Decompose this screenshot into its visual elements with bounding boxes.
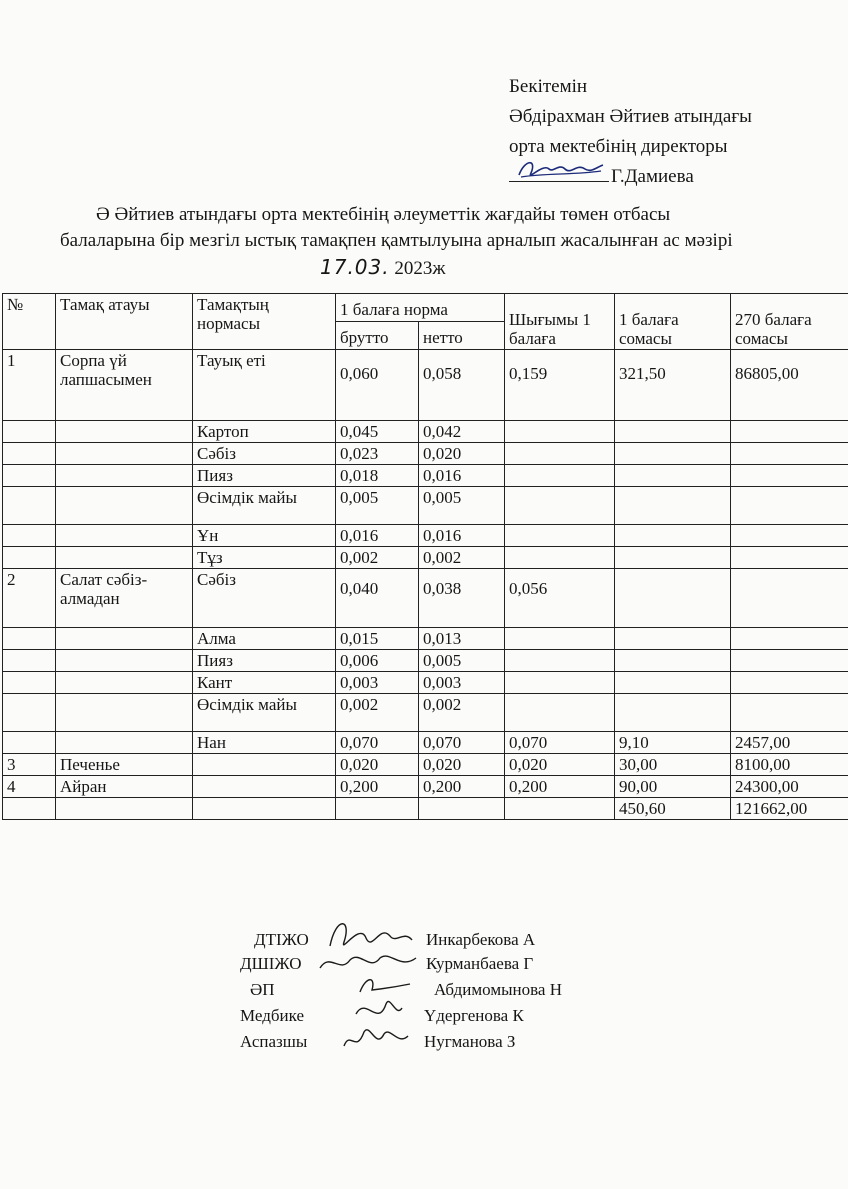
cell-sum-270 bbox=[731, 525, 848, 547]
cell-food bbox=[56, 672, 193, 694]
cell-no bbox=[3, 421, 56, 443]
table-row bbox=[3, 776, 848, 798]
cell-consumption bbox=[505, 798, 615, 820]
cell-sum-270 bbox=[731, 569, 848, 628]
cell-sum-per-child bbox=[615, 694, 731, 732]
cell-ingredient: Өсімдік майы bbox=[193, 487, 336, 525]
cell-netto: 0,002 bbox=[419, 547, 505, 569]
cell-consumption bbox=[505, 421, 615, 443]
cell-brutto: 0,006 bbox=[336, 650, 419, 672]
cell-brutto: 0,018 bbox=[336, 465, 419, 487]
cell-no bbox=[3, 443, 56, 465]
cell-brutto: 0,060 bbox=[336, 350, 419, 421]
signature-name: Нугманова З bbox=[424, 1032, 516, 1051]
cell-brutto: 0,023 bbox=[336, 443, 419, 465]
cell-food: Салат сәбіз-алмадан bbox=[56, 569, 193, 628]
cell-sum-270 bbox=[731, 694, 848, 732]
cell-netto: 0,002 bbox=[419, 694, 505, 732]
table-row bbox=[3, 350, 848, 421]
table-row bbox=[3, 421, 848, 443]
cell-sum-270: 8100,00 bbox=[731, 754, 848, 776]
cell-food bbox=[56, 487, 193, 525]
cell-brutto: 0,200 bbox=[336, 776, 419, 798]
cell-no: 2 bbox=[3, 569, 56, 628]
cell-consumption: 0,200 bbox=[505, 776, 615, 798]
cell-sum-270: 121662,00 bbox=[731, 798, 848, 820]
table-row bbox=[3, 732, 848, 754]
cell-food: Айран bbox=[56, 776, 193, 798]
table-row bbox=[3, 525, 848, 547]
cell-netto: 0,020 bbox=[419, 443, 505, 465]
cell-consumption: 0,020 bbox=[505, 754, 615, 776]
cell-sum-270 bbox=[731, 650, 848, 672]
signature-role: ӘП bbox=[250, 980, 275, 999]
cell-consumption bbox=[505, 443, 615, 465]
cell-netto: 0,058 bbox=[419, 350, 505, 421]
signature-row bbox=[240, 1032, 600, 1058]
cell-sum-per-child: 9,10 bbox=[615, 732, 731, 754]
approval-title: Бекітемін bbox=[509, 76, 588, 97]
header-row bbox=[3, 294, 848, 322]
cell-ingredient: Кант bbox=[193, 672, 336, 694]
table-row bbox=[3, 694, 848, 732]
cell-consumption bbox=[505, 694, 615, 732]
cell-no: 1 bbox=[3, 350, 56, 421]
cell-sum-per-child: 30,00 bbox=[615, 754, 731, 776]
cell-ingredient: Өсімдік майы bbox=[193, 694, 336, 732]
signature-name: Абдимомынова Н bbox=[434, 980, 562, 999]
table-row bbox=[3, 754, 848, 776]
signature-name: Инкарбекова А bbox=[426, 930, 536, 949]
cell-no bbox=[3, 525, 56, 547]
cell-brutto: 0,002 bbox=[336, 694, 419, 732]
cell-sum-per-child bbox=[615, 487, 731, 525]
cell-ingredient: Алма bbox=[193, 628, 336, 650]
approval-signature-line bbox=[509, 162, 752, 192]
cell-netto: 0,038 bbox=[419, 569, 505, 628]
cell-no bbox=[3, 732, 56, 754]
cell-no bbox=[3, 694, 56, 732]
cell-food bbox=[56, 650, 193, 672]
signature-name: Үдергенова К bbox=[424, 1006, 524, 1025]
cell-netto: 0,003 bbox=[419, 672, 505, 694]
approval-signer: Г.Дамиева bbox=[611, 166, 694, 187]
table-row bbox=[3, 547, 848, 569]
cell-no bbox=[3, 672, 56, 694]
cell-netto: 0,070 bbox=[419, 732, 505, 754]
cell-sum-270 bbox=[731, 443, 848, 465]
signature-name: Курманбаева Г bbox=[426, 954, 534, 973]
cell-brutto: 0,016 bbox=[336, 525, 419, 547]
cell-ingredient bbox=[193, 798, 336, 820]
table-row bbox=[3, 650, 848, 672]
cell-sum-per-child bbox=[615, 421, 731, 443]
cell-netto: 0,013 bbox=[419, 628, 505, 650]
cell-brutto: 0,020 bbox=[336, 754, 419, 776]
cell-brutto: 0,040 bbox=[336, 569, 419, 628]
cell-sum-per-child bbox=[615, 628, 731, 650]
table-row bbox=[3, 487, 848, 525]
cell-brutto: 0,003 bbox=[336, 672, 419, 694]
table-row bbox=[3, 798, 848, 820]
cell-no: 4 bbox=[3, 776, 56, 798]
cell-food bbox=[56, 694, 193, 732]
cell-sum-270 bbox=[731, 421, 848, 443]
cell-sum-270 bbox=[731, 465, 848, 487]
cell-ingredient: Пияз bbox=[193, 650, 336, 672]
date-year: 2023ж bbox=[394, 258, 446, 279]
cell-consumption bbox=[505, 650, 615, 672]
header-sum-270: 270 балаға сомасы bbox=[731, 294, 848, 350]
signature-role: ДШІЖО bbox=[240, 954, 302, 973]
cell-ingredient: Сәбіз bbox=[193, 569, 336, 628]
cell-consumption bbox=[505, 628, 615, 650]
cell-ingredient: Сәбіз bbox=[193, 443, 336, 465]
header-no: № bbox=[3, 294, 56, 350]
signature-role: Медбике bbox=[240, 1006, 304, 1025]
cell-food bbox=[56, 465, 193, 487]
cell-consumption: 0,159 bbox=[505, 350, 615, 421]
cell-ingredient: Тұз bbox=[193, 547, 336, 569]
cell-netto: 0,016 bbox=[419, 465, 505, 487]
cell-consumption: 0,070 bbox=[505, 732, 615, 754]
cell-netto: 0,016 bbox=[419, 525, 505, 547]
cell-sum-per-child: 90,00 bbox=[615, 776, 731, 798]
cell-ingredient: Картоп bbox=[193, 421, 336, 443]
cell-ingredient: Нан bbox=[193, 732, 336, 754]
cell-sum-270 bbox=[731, 547, 848, 569]
cell-sum-per-child bbox=[615, 465, 731, 487]
cell-brutto: 0,002 bbox=[336, 547, 419, 569]
cell-sum-270 bbox=[731, 672, 848, 694]
header-brutto: брутто bbox=[336, 322, 419, 350]
heading-line-1: Ә Әйтиев атындағы орта мектебінің әлеуметтік жағдайы төмен отбасы bbox=[96, 204, 671, 225]
cell-food bbox=[56, 525, 193, 547]
approval-school: Әбдірахман Әйтиев атындағы bbox=[509, 106, 752, 127]
cell-sum-270: 24300,00 bbox=[731, 776, 848, 798]
cell-food bbox=[56, 547, 193, 569]
header-norm-per-child: 1 балаға норма bbox=[336, 294, 505, 322]
cell-ingredient: Пияз bbox=[193, 465, 336, 487]
cell-food: Печенье bbox=[56, 754, 193, 776]
document-heading bbox=[60, 202, 848, 282]
cell-ingredient bbox=[193, 776, 336, 798]
cell-sum-270 bbox=[731, 487, 848, 525]
cell-food bbox=[56, 628, 193, 650]
approval-block bbox=[509, 72, 752, 192]
signature-role: Аспазшы bbox=[240, 1032, 308, 1051]
cell-no bbox=[3, 650, 56, 672]
cell-sum-per-child bbox=[615, 443, 731, 465]
cell-consumption: 0,056 bbox=[505, 569, 615, 628]
cell-ingredient: Тауық еті bbox=[193, 350, 336, 421]
cell-sum-per-child: 450,60 bbox=[615, 798, 731, 820]
cell-brutto: 0,045 bbox=[336, 421, 419, 443]
cell-netto: 0,005 bbox=[419, 650, 505, 672]
header-norm: Тамақтың нормасы bbox=[193, 294, 336, 350]
cell-food bbox=[56, 798, 193, 820]
cell-sum-270: 86805,00 bbox=[731, 350, 848, 421]
cell-netto: 0,200 bbox=[419, 776, 505, 798]
menu-table bbox=[2, 293, 848, 820]
cell-food: Сорпа үй лапшасымен bbox=[56, 350, 193, 421]
cell-netto: 0,005 bbox=[419, 487, 505, 525]
date-handwritten: 17.03. bbox=[320, 255, 390, 279]
cell-ingredient: Ұн bbox=[193, 525, 336, 547]
cell-sum-per-child bbox=[615, 650, 731, 672]
cell-sum-270: 2457,00 bbox=[731, 732, 848, 754]
header-consumption: Шығымы 1 балаға bbox=[505, 294, 615, 350]
cell-consumption bbox=[505, 672, 615, 694]
cell-consumption bbox=[505, 525, 615, 547]
cell-sum-per-child: 321,50 bbox=[615, 350, 731, 421]
cell-brutto: 0,070 bbox=[336, 732, 419, 754]
cell-ingredient bbox=[193, 754, 336, 776]
cell-food bbox=[56, 421, 193, 443]
heading-date bbox=[60, 254, 848, 282]
cell-netto: 0,042 bbox=[419, 421, 505, 443]
cell-consumption bbox=[505, 547, 615, 569]
cell-consumption bbox=[505, 465, 615, 487]
header-food: Тамақ атауы bbox=[56, 294, 193, 350]
cell-sum-per-child bbox=[615, 672, 731, 694]
signature-role: ДТІЖО bbox=[254, 930, 309, 949]
table-row bbox=[3, 569, 848, 628]
table-row bbox=[3, 443, 848, 465]
cell-food bbox=[56, 732, 193, 754]
director-signature bbox=[509, 163, 609, 182]
cell-sum-per-child bbox=[615, 525, 731, 547]
heading-line-2: балаларына бір мезгіл ыстық тамақпен қамтылуына арналып жасалынған ас мәзірі bbox=[60, 230, 733, 251]
cell-no: 3 bbox=[3, 754, 56, 776]
cell-sum-270 bbox=[731, 628, 848, 650]
cell-sum-per-child bbox=[615, 547, 731, 569]
table-row bbox=[3, 465, 848, 487]
header-netto: нетто bbox=[419, 322, 505, 350]
cell-brutto: 0,015 bbox=[336, 628, 419, 650]
cell-no bbox=[3, 465, 56, 487]
cell-netto bbox=[419, 798, 505, 820]
cell-food bbox=[56, 443, 193, 465]
cell-consumption bbox=[505, 487, 615, 525]
cell-netto: 0,020 bbox=[419, 754, 505, 776]
cell-brutto: 0,005 bbox=[336, 487, 419, 525]
header-sum-per-child: 1 балаға сомасы bbox=[615, 294, 731, 350]
cell-brutto bbox=[336, 798, 419, 820]
cell-sum-per-child bbox=[615, 569, 731, 628]
cell-no bbox=[3, 798, 56, 820]
cell-no bbox=[3, 628, 56, 650]
cell-no bbox=[3, 487, 56, 525]
cell-no bbox=[3, 547, 56, 569]
approval-position: орта мектебінің директоры bbox=[509, 136, 728, 157]
table-row bbox=[3, 672, 848, 694]
table-row bbox=[3, 628, 848, 650]
